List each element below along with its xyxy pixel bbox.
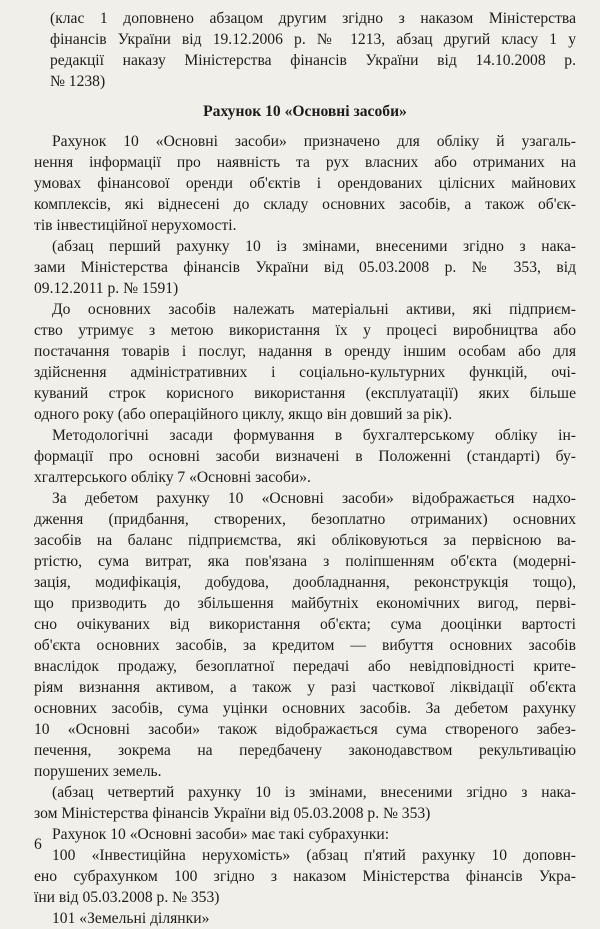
amendment-note-class-1 — [34, 8, 576, 92]
text-line: фінансів України від 19.12.2006 р. № 1213, абзац другий класу 1 у — [50, 31, 576, 48]
paragraph-7 — [34, 908, 576, 929]
text-line: За дебетом рахунку 10 «Основні засоби» відображається надхо- — [52, 490, 576, 507]
text-line: (клас 1 доповнено абзацом другим згідно з наказом Міністерства — [50, 10, 576, 27]
text-line: 101 «Земельні ділянки» — [52, 910, 210, 927]
text-line: зація, модифікація, добудова, дообладнання, реконструкція тощо), — [34, 574, 576, 591]
page-number: 6 — [34, 836, 42, 853]
paragraph-3 — [34, 425, 576, 488]
text-line: ріям визнання активом, а також у разі часткової ліквідації об'єкта — [34, 679, 576, 696]
text-line: тів інвестиційної нерухомості. — [34, 217, 237, 234]
text-line: ство утримує з метою використання їх у процесі виробництва або — [34, 322, 576, 339]
text-line: здійснення адміністративних і соціально-культурних функцій, очі- — [34, 364, 576, 381]
paragraph-4 — [34, 488, 576, 782]
paragraph-1 — [34, 131, 576, 236]
text-line: формації про основні засоби визначені в Положенні (стандарті) бу- — [34, 448, 576, 465]
text-line: одного року (або операційного циклу, якщо він довший за рік). — [34, 406, 453, 423]
text-line: № 1238) — [50, 73, 106, 90]
text-line: засобів на баланс підприємства, які обліковуються за первісною ва- — [34, 532, 576, 549]
text-line: ено субрахунком 100 згідно з наказом Міністерства фінансів Укра- — [34, 868, 576, 885]
section-heading: Рахунок 10 «Основні засоби» — [203, 103, 407, 120]
text-line: сно очікуваних від використання об'єкта; сума дооцінки вартості — [34, 616, 576, 633]
text-line: До основних засобів належать матеріальні активи, які підприєм- — [52, 301, 576, 318]
text-line: (абзац четвертий рахунку 10 із змінами, внесеними згідно з нака- — [52, 784, 576, 801]
text-line: зом Міністерства фінансів України від 05.03.2008 р. № 353) — [34, 805, 431, 822]
text-line: ртістю, сума витрат, яка пов'язана з поліпшенням об'єкта (модерні- — [34, 553, 576, 570]
text-line: їни від 05.03.2008 р. № 353) — [34, 889, 220, 906]
text-line: (абзац перший рахунку 10 із змінами, внесеними згідно з нака- — [52, 238, 576, 255]
text-line: 09.12.2011 р. № 1591) — [34, 280, 179, 297]
text-line: постачання товарів і послуг, надання в оренду іншим особам або для — [34, 343, 576, 360]
text-line: куваний строк корисного використання (експлуатації) яких більше — [34, 385, 576, 402]
text-line: комплексів, які віднесені до складу основних засобів, а також об'єк- — [34, 196, 576, 213]
paragraph-2 — [34, 299, 576, 425]
text-line: печення, зокрема на передбачену законодавством рекультивацію — [34, 742, 576, 759]
text-line: редакції наказу Міністерства фінансів України від 14.10.2008 р. — [50, 52, 576, 69]
text-line: Рахунок 10 «Основні засоби» має такі субрахунки: — [52, 826, 390, 843]
amendment-note-1 — [34, 236, 576, 299]
text-line: хгалтерського обліку 7 «Основні засоби». — [34, 469, 311, 486]
amendment-note-4 — [34, 782, 576, 824]
paragraph-6 — [34, 845, 576, 908]
text-line: основних засобів, сума уцінки основних засобів. За дебетом рахунку — [34, 700, 576, 717]
text-line: об'єкта основних засобів, за кредитом — вибуття основних засобів — [34, 637, 576, 654]
text-line: порушених земель. — [34, 763, 162, 780]
text-line: умовах фінансової оренди об'єктів і орендованих цілісних майнових — [34, 175, 576, 192]
text-line: внаслідок продажу, безоплатної передачі або невідповідності крите- — [34, 658, 576, 675]
paragraph-5 — [34, 824, 576, 845]
text-line: Методологічні засади формування в бухгалтерському обліку ін- — [52, 427, 576, 444]
text-line: 10 «Основні засоби» також відображається сума створеного забез- — [34, 721, 576, 738]
text-line: що призводить до збільшення майбутніх економічних вигод, перві- — [34, 595, 576, 612]
text-line: Рахунок 10 «Основні засоби» призначено для обліку й узагаль- — [52, 133, 576, 150]
text-line: 100 «Інвестиційна нерухомість» (абзац п'ятий рахунку 10 доповн- — [52, 847, 576, 864]
text-line: зами Міністерства фінансів України від 05.03.2008 р. № 353, від — [34, 259, 576, 276]
text-line: нення інформації про наявність та рух власних або отриманих на — [34, 154, 576, 171]
text-line: дження (придбання, створених, безоплатно отриманих) основних — [34, 511, 576, 528]
